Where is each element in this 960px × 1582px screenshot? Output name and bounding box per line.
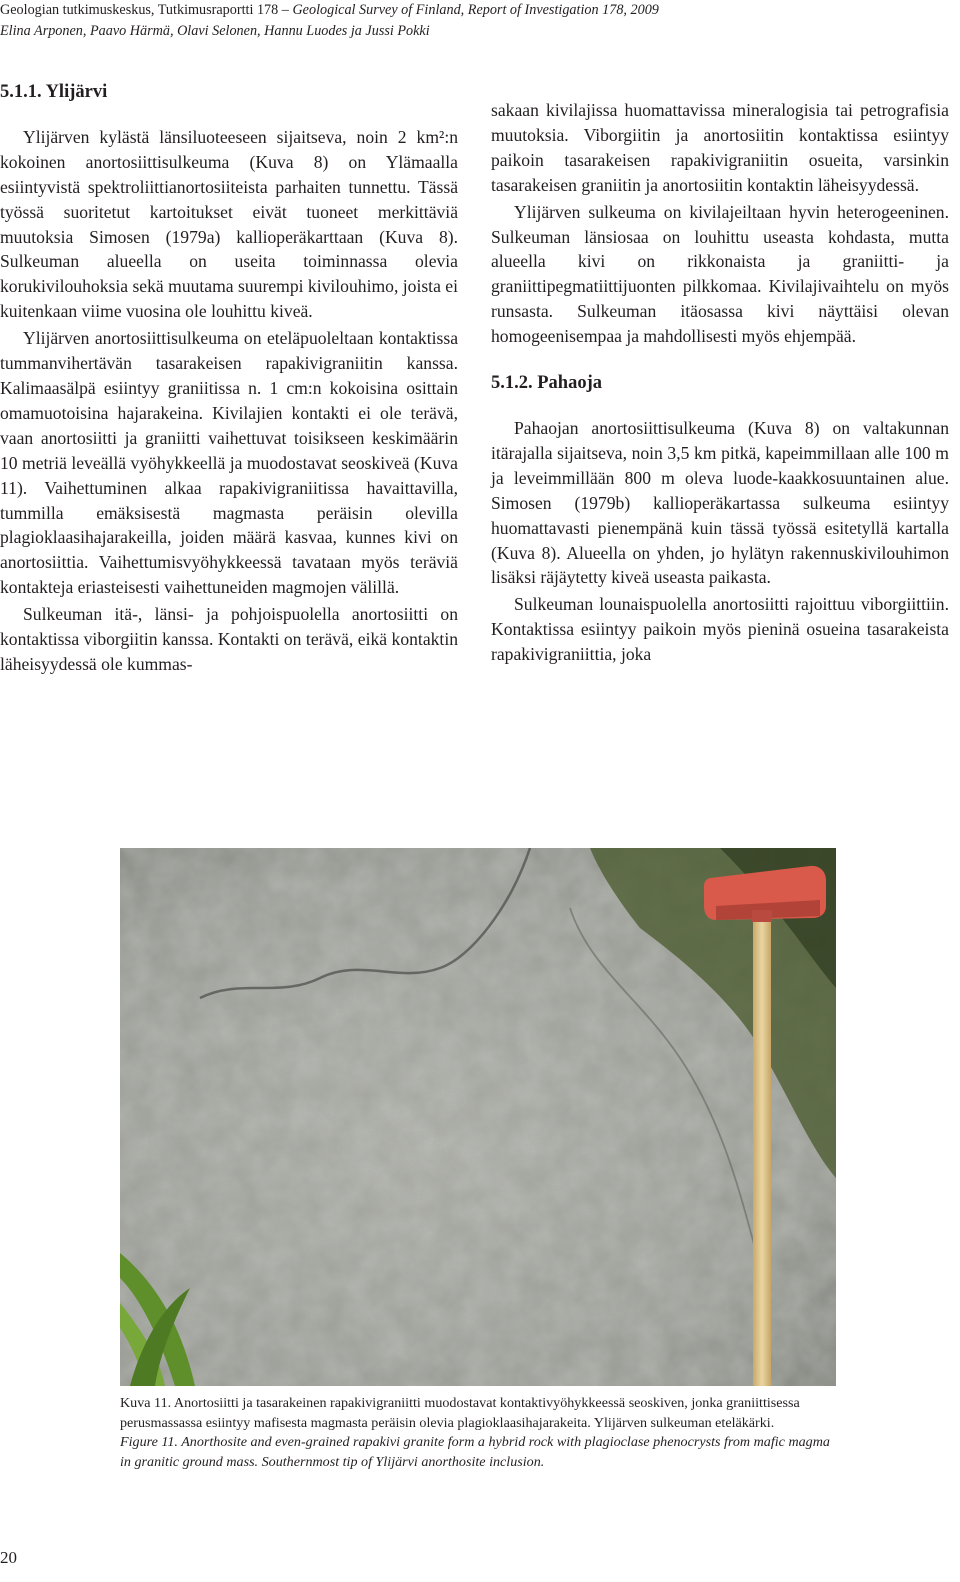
caption-english: Figure 11. Anorthosite and even-grained rapakivi granite form a hybrid rock with plagioclase phenocrysts from mafic magma in granitic ground mass. Southernmost tip of Ylijärvi anorthosite inclusion. xyxy=(120,1434,830,1471)
right-column xyxy=(491,98,949,669)
page-number: 20 xyxy=(0,1548,17,1567)
paragraph: Ylijärven sulkeuma on kivilajeiltaan hyvin heterogeeninen. Sulkeuman länsiosaa on louhittu useasta kohdasta, mutta alueella kivi on rikkonaista ja graniitti- ja graniittipegmatiittijuonten pilkkomaa. Kivilajivaihtelu on myös runsasta. Sulkeuman itäosassa kivi näyttäisi olevan homogeenisempaa ja mahdollisesti myös ehjempää. xyxy=(491,201,949,347)
section-heading-ylijarvi: 5.1.1. Ylijärvi xyxy=(0,82,108,102)
hammer-handle xyxy=(753,918,771,1386)
rock-photo-illustration xyxy=(120,848,836,1386)
running-header xyxy=(0,0,940,42)
paragraph: Ylijärven kylästä länsiluoteeseen sijaitseva, noin 2 km²:n kokoinen anortosiittisulkeuma (Kuva 8) on Ylämaalla esiintyvistä spektroliittianortosiiteista parhaiten tunnettu. Tässä työssä suoritetut kartoitukset eivät tuoneet merkittäviä muutoksia Simosen (1979a) kallioperäkarttaan (Kuva 8). Sulkeuman alueella on useita toiminnassa olevia korukivilouhoksia sekä muutama suurempi kivilouhimo, joista ei kuitenkaan viime vuosina ole louhittu kiveä. xyxy=(0,126,458,322)
paragraph: Sulkeuman itä-, länsi- ja pohjoispuolella anortosiitti on kontaktissa viborgiitin kanssa. Kontakti on terävä, eikä kontaktin läheisyydessä ole kummas- xyxy=(0,604,458,674)
paragraph: Ylijärven anortosiittisulkeuma on eteläpuoleltaan kontaktissa tummanvihertävän tasarakeisen rapakivigraniitin kanssa. Kalimaasälpä esiintyy graniitissa n. 1 cm:n kokoisina osittain omamuotoisina hajarakeina. Kivilajien kontakti ei ole terävä, vaan anortosiitti ja graniitti vaihettuvat toisikseen keskimäärin 10 metriä leveällä vyöhykkeellä ja muodostavat seoskiveä (Kuva 11). Vaihettuminen alkaa rapakivigraniitissa havaittavilla, tummilla emäksisestä magmasta peräisin olevilla plagioklaasihajarakeilla, joiden määrä kasvaa, kunnes kivi on anortosiittia. Vaihettumisvyöhykkeessä tavataan myös teräviä kontakteja eriasteisesti vaihettuneiden magmojen välillä. xyxy=(0,328,458,598)
paragraph: Sulkeuman lounaispuolella anortosiitti rajoittuu viborgiittiin. Kontaktissa esiintyy paikoin myös pieninä osueina tasarakeista rapakivigraniittia, joka xyxy=(491,594,949,665)
paragraph: Pahaojan anortosiittisulkeuma (Kuva 8) on valtakunnan itärajalla sijaitseva, noin 3,5 km pitkä, kapeimmillaan alle 100 m ja leveimmillään 800 m oleva luode-kaakkosuuntainen alue. Simosen (1979b) kallioperäkartassa sulkeuma esiintyy huomattavasti pienempänä kuin tässä työssä esitetyllä kartalla (Kuva 8). Alueella on yhden, jo hylätyn rakennuskivilouhimon lisäksi räjäytetty kiveä useasta paikasta. xyxy=(491,417,949,588)
header-english: Geological Survey of Finland, Report of Investigation 178, 2009 xyxy=(292,2,659,18)
figure-photo-rock xyxy=(120,848,836,1386)
section-heading-pahaoja: 5.1.2. Pahaoja xyxy=(491,373,602,394)
left-column xyxy=(0,70,458,679)
caption-finnish: Kuva 11. Anortosiitti ja tasarakeinen rapakivigraniitti muodostavat kontaktivyöhykkeessä seoskiven, jonka graniittisessa perusmassassa esiintyy mafisesta magmasta peräisin olevia plagioklaasihajarakeita. Ylijärven sulkeuman eteläkärki. xyxy=(120,1395,800,1431)
header-authors: Elina Arponen, Paavo Härmä, Olavi Selonen, Hannu Luodes ja Jussi Pokki xyxy=(0,23,430,39)
figure-caption xyxy=(120,1394,836,1473)
header-finnish: Geologian tutkimuskeskus, Tutkimusraportti 178 – xyxy=(0,2,293,18)
paragraph: sakaan kivilajissa huomattavissa mineralogisia tai petrografisia muutoksia. Viborgiitin ja anortosiitin kontaktissa esiintyy paikoin tasarakeisen rapakivigraniitin osueita, varsinkin tasarakeisen graniitin ja anortosiitin kontaktin läheisyydessä. xyxy=(491,100,949,195)
header-line-1 xyxy=(0,0,940,21)
